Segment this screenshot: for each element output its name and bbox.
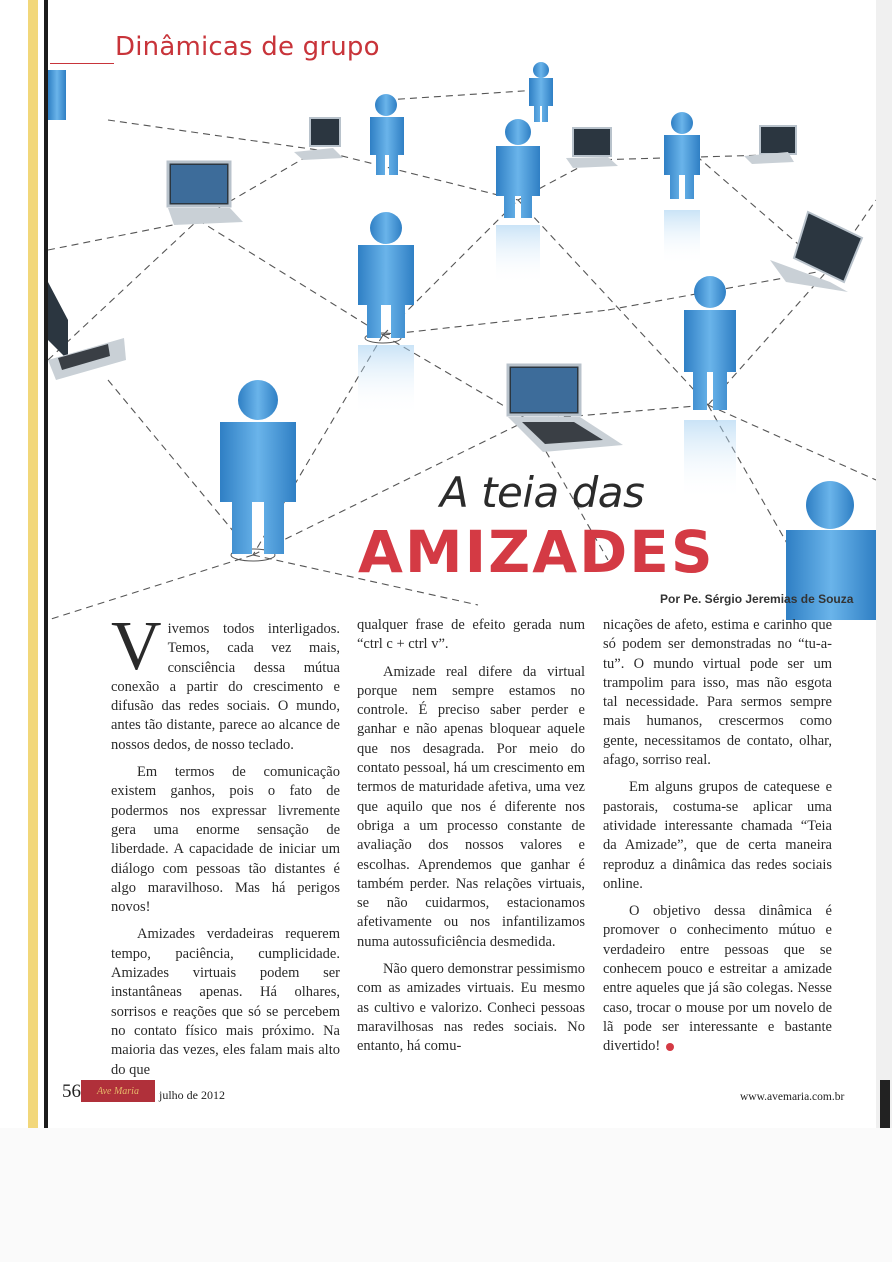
paragraph: ivemos todos interligados. Temos, cada vez mais, consciência dessa mútua conexão a partir do crescimento e difusão das redes sociais. O mundo, antes tão distante, parece ao alcance de nossos dedos, de nosso teclado. [111, 621, 340, 753]
paragraph: Não quero demonstrar pessimismo com as amizades virtuais. Eu mesmo as cultivo e valorizo. Conheci pessoas maravilhosas nas redes sociais. No entanto, há comu- [357, 961, 585, 1055]
person-figure [358, 212, 414, 415]
drop-cap: V [111, 608, 162, 685]
column-2 [357, 616, 585, 1065]
issue-date: julho de 2012 [159, 1088, 225, 1102]
end-mark-icon [666, 1043, 674, 1051]
laptop-icon [770, 212, 862, 292]
person-figure [220, 380, 296, 561]
person-figure [48, 70, 66, 120]
person-figure [529, 62, 553, 122]
section-title: Dinâmicas de grupo [115, 32, 380, 62]
spine-yellow-edge [28, 0, 38, 1128]
laptop-icon [48, 282, 126, 380]
laptop-icon [744, 126, 796, 164]
magazine-logo: Ave Maria [81, 1080, 155, 1102]
laptop-icon [294, 118, 343, 160]
page-number: 56 [62, 1081, 81, 1102]
column-3 [603, 616, 832, 1065]
website-link[interactable]: www.avemaria.com.br [740, 1091, 845, 1103]
article-title-line1: A teia das [440, 468, 645, 517]
scan-right-edge [876, 0, 892, 1130]
person-figure [496, 119, 540, 285]
paragraph: Amizade real difere da virtual porque nem sempre estamos no controle. É preciso saber perder e ganhar e não apenas bloquear aquele que nos desagrada. Por meio do contato pessoal, há um crescimento em termos de maturidade afetiva, uma vez que aquilo que nos é diferente nos obriga a um processo constante de avaliação dos nossos valores e escolhas. Aprendemos que ganhar é também perder. Nas relações virtuais, se não cuidarmos, estacionamos afetivamente ou nos infantilizamos numa autossuficiência desmedida. [357, 663, 585, 950]
paragraph: Amizades verdadeiras requerem tempo, paciência, cumplicidade. Amizades virtuais podem ser instantâneas apenas. Há olhares, sorrisos e reações que só se percebem no contato físico mais próximo. Na maioria das vezes, eles falam mais alto do que [111, 926, 340, 1078]
paragraph: qualquer frase de efeito gerada num “ctrl c + ctrl v”. [357, 617, 585, 653]
paragraph: Em termos de comunicação existem ganhos, pois o fato de podermos nos expressar livremente gera uma enorme sensação de liberdade. A capacidade de iniciar um diálogo com pessoas tão distantes é algo maravilhoso. Mas há perigos novos! [111, 764, 340, 916]
laptop-icon [168, 162, 243, 225]
scan-right-mark [880, 1080, 890, 1130]
paragraph-text: O objetivo dessa dinâmica é promover o conhecimento mútuo e verdadeiro entre pessoas que se conhecem pouco e estreitar a amizade entre aqueles que já são colegas. Nesse caso, trocar o mouse por um novelo de lã pode ser interessante e bastante divertido! [603, 903, 832, 1055]
laptop-icon [566, 128, 618, 168]
column-1 [111, 608, 340, 1088]
paragraph [603, 902, 832, 1056]
article-title-line2: AMIZADES [358, 518, 715, 586]
person-figure [664, 112, 700, 265]
byline: Por Pe. Sérgio Jeremias de Souza [660, 592, 854, 606]
paragraph: nicações de afeto, estima e carinho que só podem ser demonstradas no “tu-a-tu”. O mundo virtual pode ser um trampolim para isso, mas não esgota tal necessidade. Para sermos sempre mais humanos, crescermos como gente, necessitamos de contato, olhar, afago, sorriso real. [603, 617, 832, 769]
scan-blank-area [0, 1128, 892, 1262]
laptop-icon [508, 365, 623, 452]
person-figure [370, 94, 404, 175]
paragraph: Em alguns grupos de catequese e pastorais, costuma-se aplicar uma atividade interessante chamada “Teia da Amizade”, que de certa maneira reproduz a dinâmica das redes sociais online. [603, 779, 832, 892]
